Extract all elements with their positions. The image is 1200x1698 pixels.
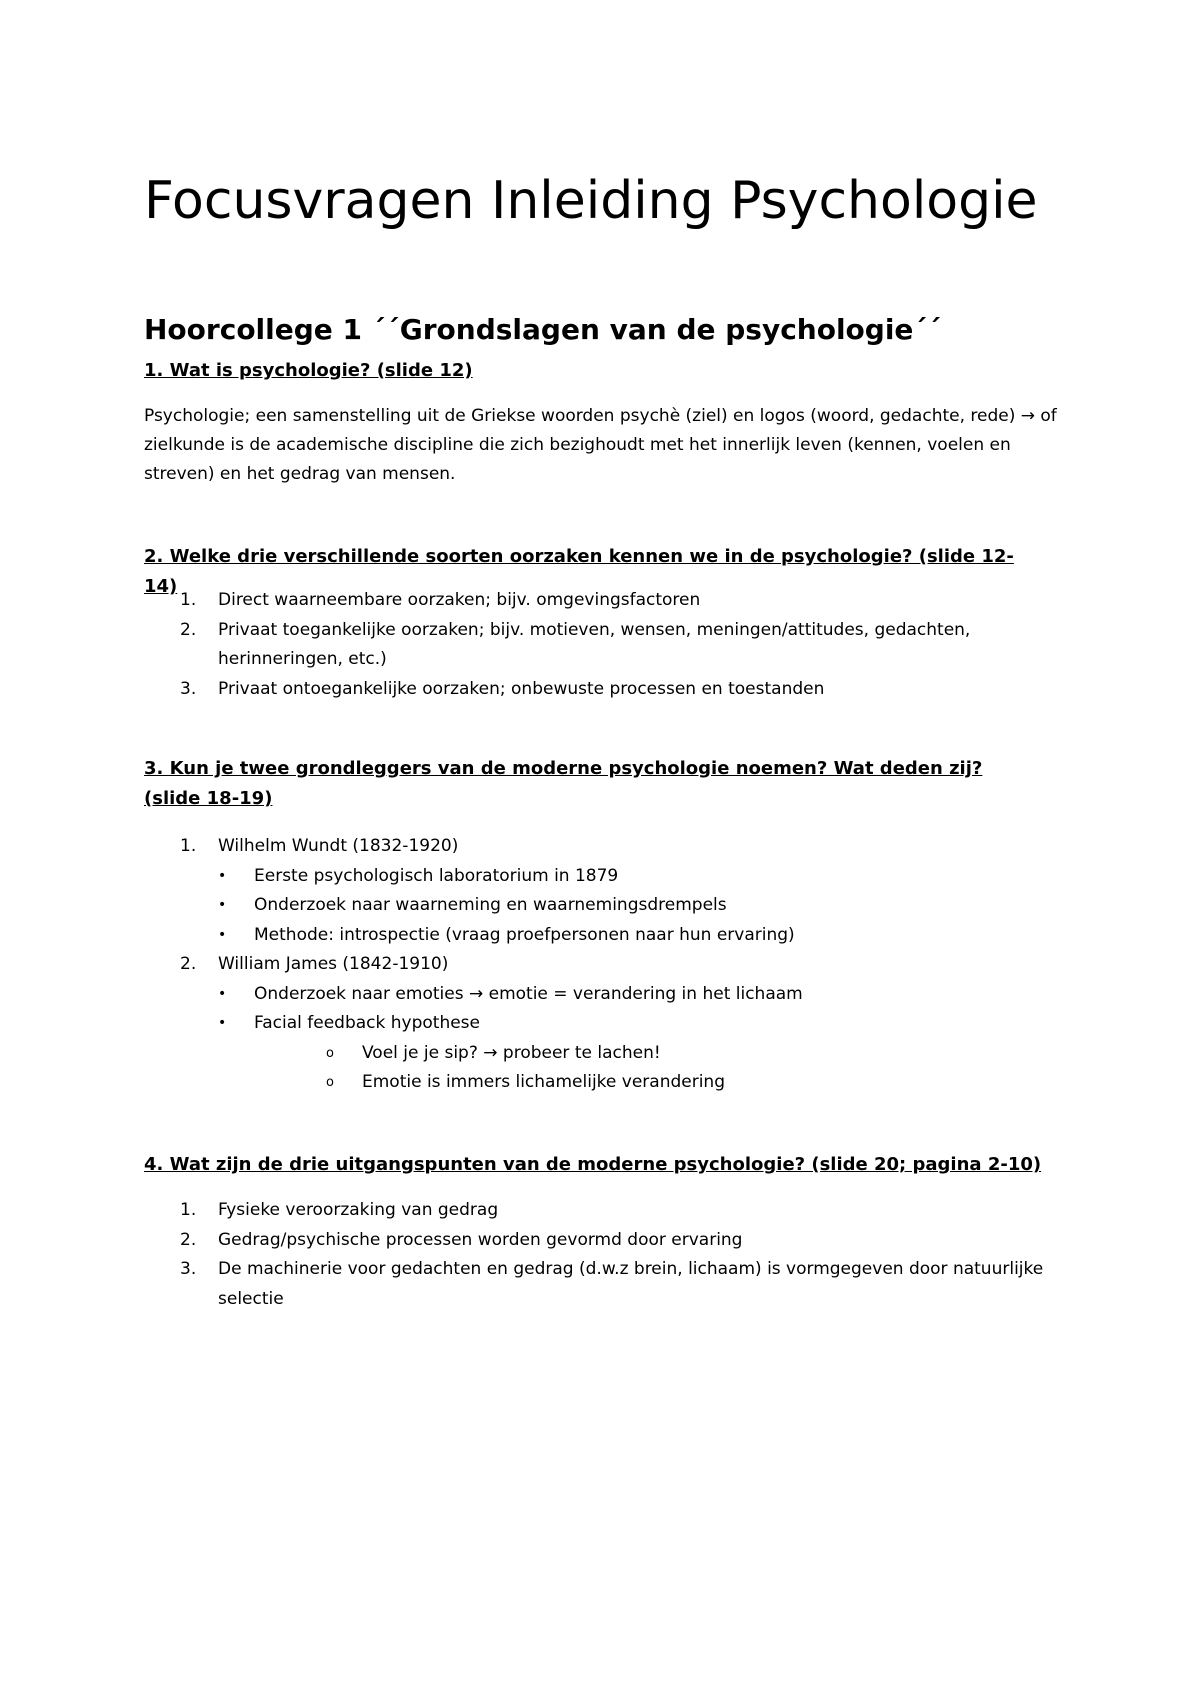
list-number: 2. bbox=[180, 619, 197, 640]
bullet-icon: • bbox=[218, 1015, 227, 1031]
circle-item bbox=[326, 1068, 1044, 1098]
list-number: 3. bbox=[180, 678, 197, 699]
document-subtitle: Hoorcollege 1 ´´Grondslagen van de psychologie´´ bbox=[144, 313, 942, 346]
list-number: 1. bbox=[180, 1200, 197, 1220]
list-item bbox=[144, 675, 1044, 705]
bullet-text: Facial feedback hypothese bbox=[254, 1013, 480, 1033]
list-number: 1. bbox=[180, 836, 197, 856]
list-text: William James (1842-1910) bbox=[218, 954, 449, 974]
circle-item bbox=[326, 1039, 1044, 1069]
list-item bbox=[144, 950, 1044, 1098]
list-item bbox=[144, 1196, 1044, 1226]
list-text: Gedrag/psychische processen worden gevormd door ervaring bbox=[218, 1229, 743, 1250]
bullet-text: Methode: introspectie (vraag proefpersonen naar hun ervaring) bbox=[254, 924, 795, 945]
list-number: 1. bbox=[180, 590, 197, 610]
sub-sub-list bbox=[254, 1039, 1044, 1098]
bullet-icon: • bbox=[218, 897, 227, 913]
list-item bbox=[144, 616, 1044, 675]
question-1-answer: Psychologie; een samenstelling uit de Griekse woorden psychè (ziel) en logos (woord, gedachte, rede) → of zielkunde is de academische discipline die zich bezighoudt met het innerlijk leven (kennen, voelen en streven) en het gedrag van mensen. bbox=[144, 406, 1057, 484]
question-4-list bbox=[144, 1196, 1044, 1314]
list-number: 3. bbox=[180, 1259, 197, 1279]
bullet-item bbox=[218, 921, 1044, 951]
list-text: Direct waarneembare oorzaken; bijv. omgevingsfactoren bbox=[218, 590, 701, 610]
bullet-icon: • bbox=[218, 985, 227, 1002]
list-item bbox=[144, 586, 1044, 616]
question-1-heading: 1. Wat is psychologie? (slide 12) bbox=[144, 360, 473, 381]
list-item bbox=[144, 1255, 1044, 1314]
bullet-item bbox=[218, 980, 1044, 1010]
circle-bullet-icon: o bbox=[326, 1045, 334, 1061]
list-number: 2. bbox=[180, 954, 197, 974]
list-item bbox=[144, 832, 1044, 950]
sub-list bbox=[218, 862, 1044, 951]
question-3-list bbox=[144, 832, 1044, 1098]
bullet-item bbox=[218, 891, 1044, 921]
bullet-text: Onderzoek naar emoties → emotie = verandering in het lichaam bbox=[254, 983, 803, 1004]
question-3-heading: 3. Kun je twee grondleggers van de moderne psychologie noemen? Wat deden zij? (slide 18-19) bbox=[144, 758, 983, 809]
bullet-item bbox=[218, 1009, 1044, 1098]
list-text: Privaat ontoegankelijke oorzaken; onbewuste processen en toestanden bbox=[218, 678, 825, 699]
circle-bullet-icon: o bbox=[326, 1075, 334, 1090]
bullet-text: Eerste psychologisch laboratorium in 1879 bbox=[254, 865, 619, 886]
bullet-text: Onderzoek naar waarneming en waarnemingsdrempels bbox=[254, 895, 727, 915]
list-number: 2. bbox=[180, 1229, 197, 1250]
list-text: De machinerie voor gedachten en gedrag (d.w.z brein, lichaam) is vormgegeven door natuurlijke selectie bbox=[218, 1259, 1044, 1309]
list-item bbox=[144, 1226, 1044, 1256]
bullet-icon: • bbox=[218, 926, 227, 943]
document-title: Focusvragen Inleiding Psychologie bbox=[144, 171, 1038, 231]
list-text: Wilhelm Wundt (1832-1920) bbox=[218, 836, 459, 856]
bullet-icon: • bbox=[218, 867, 227, 884]
circle-text: Voel je je sip? → probeer te lachen! bbox=[362, 1042, 661, 1063]
question-2-heading: 2. Welke drie verschillende soorten oorzaken kennen we in de psychologie? (slide 12-14) bbox=[144, 546, 1014, 597]
bullet-item bbox=[218, 862, 1044, 892]
list-text: Fysieke veroorzaking van gedrag bbox=[218, 1200, 499, 1220]
sub-list bbox=[218, 980, 1044, 1098]
question-2-list bbox=[144, 586, 1044, 704]
question-4-heading: 4. Wat zijn de drie uitgangspunten van de moderne psychologie? (slide 20; pagina 2-10) bbox=[144, 1154, 1042, 1175]
list-text: Privaat toegankelijke oorzaken; bijv. motieven, wensen, meningen/attitudes, gedachten, herinneringen, etc.) bbox=[218, 619, 971, 669]
circle-text: Emotie is immers lichamelijke verandering bbox=[362, 1072, 725, 1092]
